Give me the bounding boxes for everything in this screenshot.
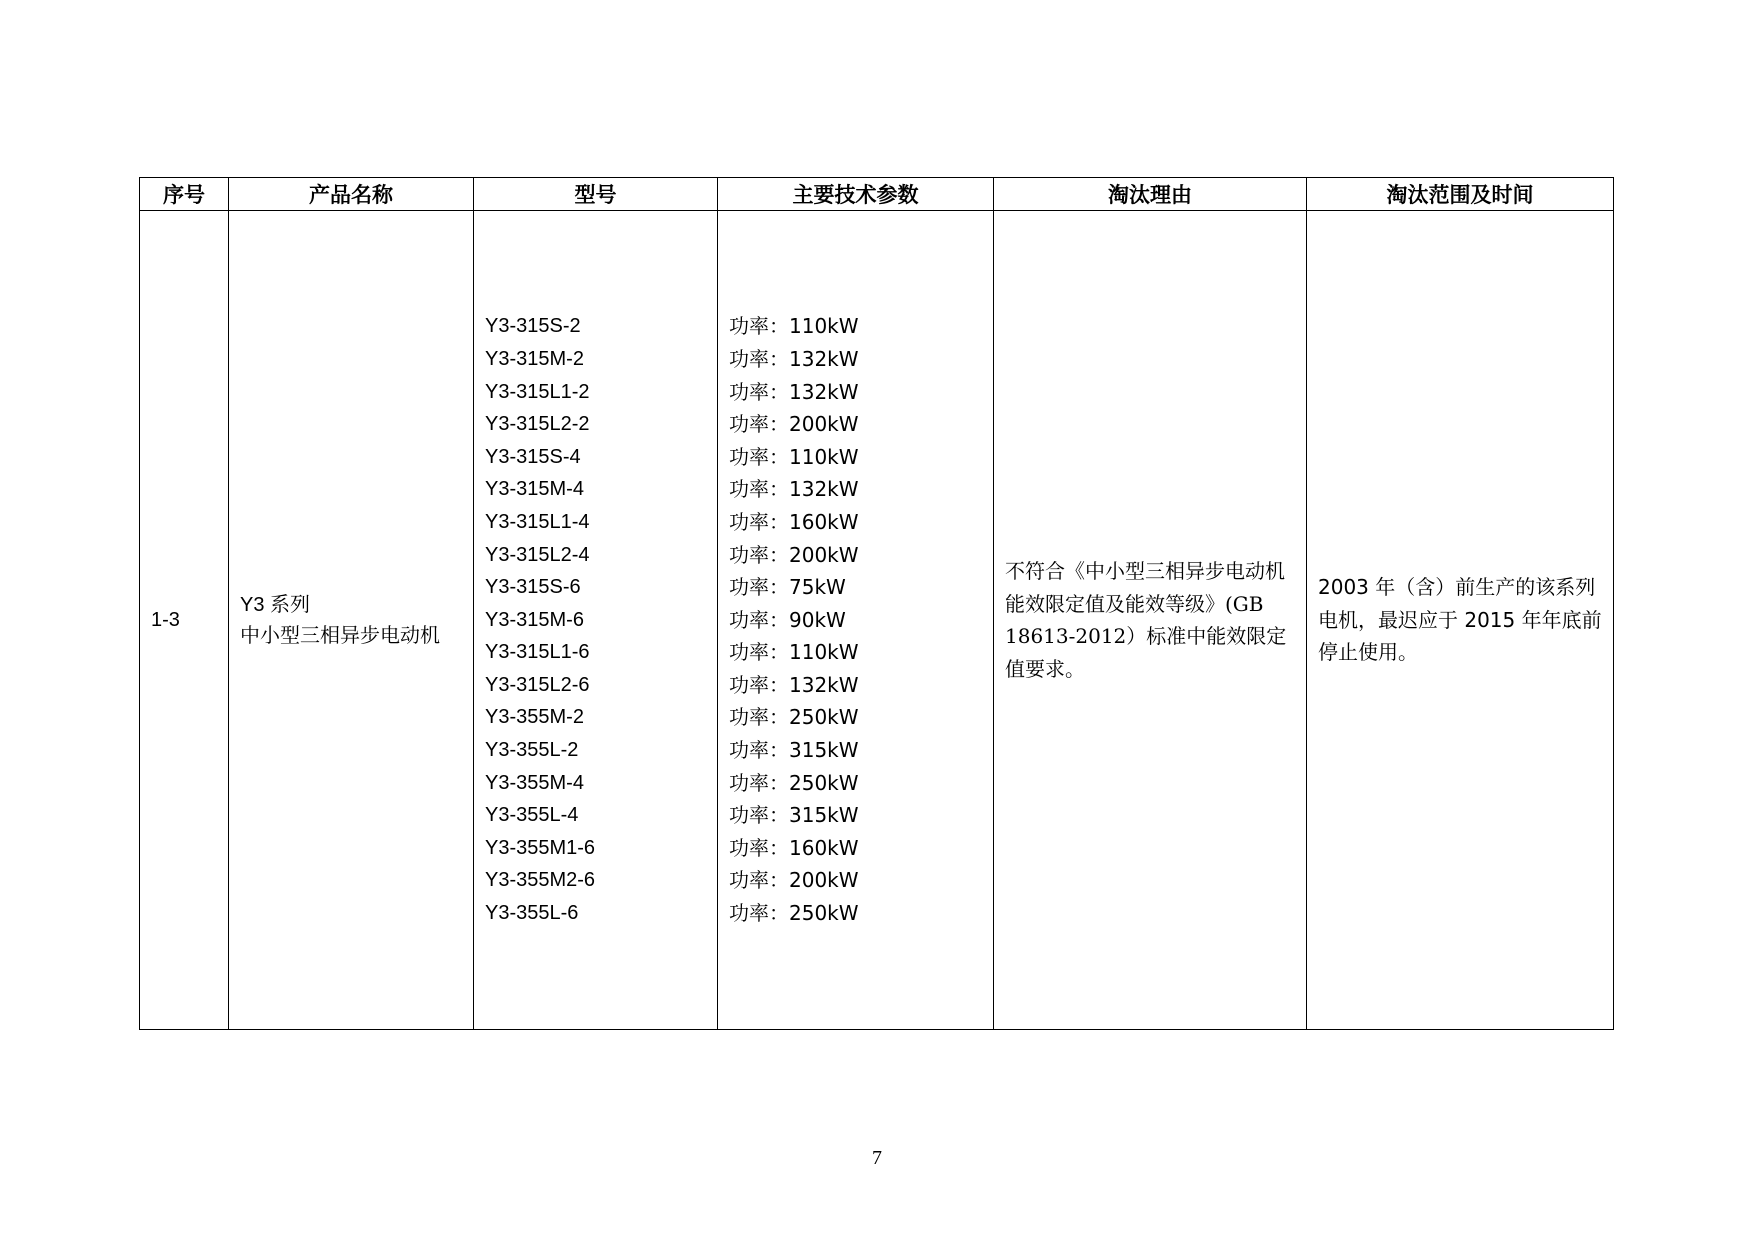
- param-item: 功率：132kW: [729, 379, 859, 404]
- model-item: Y3-315L1-2: [485, 380, 590, 403]
- param-item: 功率：132kW: [729, 477, 859, 502]
- model-item: Y3-315S-4: [485, 445, 581, 468]
- param-item: 功率：200kW: [729, 868, 859, 893]
- param-item: 功率：315kW: [729, 738, 859, 763]
- model-item: Y3-355M-2: [485, 706, 584, 729]
- product-description: 中小型三相异步电动机: [240, 623, 440, 647]
- seq-cell: 1-3: [140, 211, 229, 1030]
- param-item: 功率：110kW: [729, 444, 859, 469]
- model-item: Y3-315M-6: [485, 608, 584, 631]
- model-item: Y3-355M1-6: [485, 836, 596, 859]
- model-item: Y3-355L-6: [485, 902, 579, 925]
- param-item: 功率：132kW: [729, 346, 859, 371]
- model-item: Y3-315L1-4: [485, 510, 590, 533]
- param-item: 功率：250kW: [729, 705, 859, 730]
- table-row: [140, 211, 1614, 1030]
- model-item: Y3-355M-4: [485, 771, 584, 794]
- scope-cell: 2003 年（含）前生产的该系列电机，最迟应于 2015 年年底前停止使用。: [1307, 211, 1614, 1030]
- header-seq: 序号: [140, 178, 229, 211]
- param-item: 功率：75kW: [729, 575, 846, 600]
- model-item: Y3-355L-2: [485, 739, 579, 762]
- product-series: Y3 系列: [240, 594, 311, 616]
- header-product-name: 产品名称: [229, 178, 474, 211]
- header-scope-time: 淘汰范围及时间: [1307, 178, 1614, 211]
- product-name-cell: [229, 211, 474, 1030]
- model-item: Y3-355M2-6: [485, 869, 596, 892]
- param-item: 功率：160kW: [729, 835, 859, 860]
- model-item: Y3-315L2-6: [485, 673, 590, 696]
- model-item: Y3-315S-2: [485, 315, 581, 338]
- param-item: 功率：200kW: [729, 542, 859, 567]
- model-list-cell: [474, 211, 718, 1030]
- header-tech-params: 主要技术参数: [718, 178, 994, 211]
- params-list-cell: [718, 211, 994, 1030]
- params-list: [729, 310, 993, 929]
- header-model: 型号: [474, 178, 718, 211]
- model-item: Y3-315M-4: [485, 478, 584, 501]
- param-item: 功率：160kW: [729, 509, 859, 534]
- page-number: 7: [872, 1147, 882, 1169]
- model-item: Y3-355L-4: [485, 804, 579, 827]
- header-reason: 淘汰理由: [994, 178, 1307, 211]
- model-item: Y3-315L1-6: [485, 641, 590, 664]
- param-item: 功率：250kW: [729, 770, 859, 795]
- model-item: Y3-315M-2: [485, 347, 584, 370]
- param-item: 功率：200kW: [729, 412, 859, 437]
- reason-cell: 不符合《中小型三相异步电动机能效限定值及能效等级》(GB 18613-2012）标准中能效限定值要求。: [994, 211, 1307, 1030]
- param-item: 功率：315kW: [729, 803, 859, 828]
- model-item: Y3-315S-6: [485, 576, 581, 599]
- param-item: 功率：250kW: [729, 901, 859, 926]
- param-item: 功率：90kW: [729, 607, 846, 632]
- model-list: [485, 310, 717, 929]
- header-row: [140, 178, 1614, 211]
- param-item: 功率：110kW: [729, 314, 859, 339]
- param-item: 功率：132kW: [729, 672, 859, 697]
- param-item: 功率：110kW: [729, 640, 859, 665]
- elimination-table: [139, 177, 1614, 1030]
- model-item: Y3-315L2-4: [485, 543, 590, 566]
- model-item: Y3-315L2-2: [485, 413, 590, 436]
